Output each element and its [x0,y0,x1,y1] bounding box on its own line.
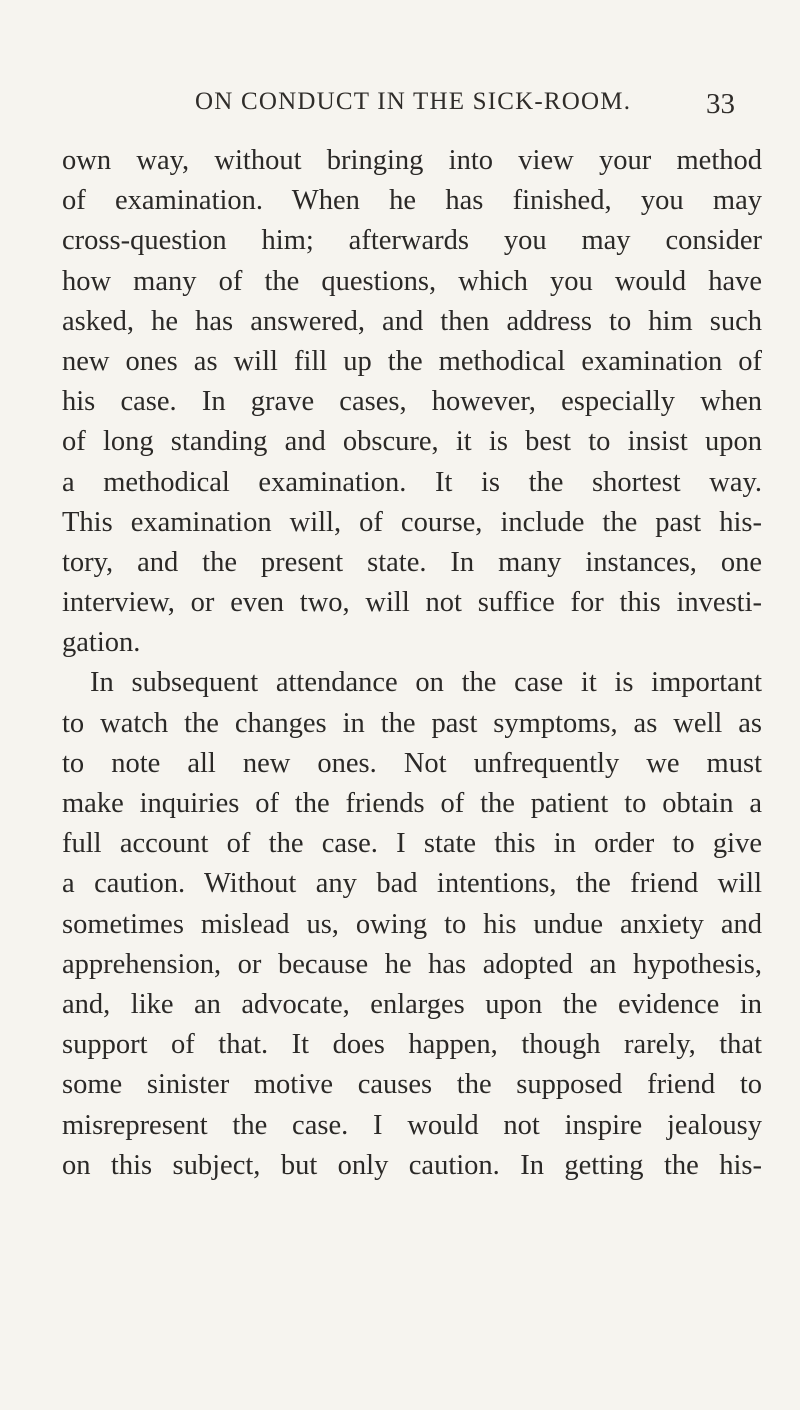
text-line: cross-question him; afterwards you may consider [62,225,762,257]
text-line: full account of the case. I state this in order to give [62,828,762,860]
text-line: to note all new ones. Not unfrequently we must [62,747,762,779]
text-line: of examination. When he has finished, you may [62,185,762,217]
text-line: some sinister motive causes the supposed friend to [62,1069,762,1101]
text-line: gation. [62,627,141,659]
text-line: on this subject, but only caution. In getting the his- [62,1149,762,1181]
text-line: a caution. Without any bad intentions, the friend will [62,868,762,900]
body-text [62,141,762,1186]
page-number: 33 [706,88,735,120]
text-line: tory, and the present state. In many instances, one [62,546,762,578]
text-line: a methodical examination. It is the shortest way. [62,466,762,498]
text-line: This examination will, of course, include the past his- [62,506,762,538]
text-line: new ones as will fill up the methodical examination of [62,345,762,377]
text-line: asked, he has answered, and then address to him such [62,305,762,337]
text-line: to watch the changes in the past symptoms, as well as [62,707,762,739]
text-line: own way, without bringing into view your method [62,145,762,176]
text-line: sometimes mislead us, owing to his undue anxiety and [62,908,762,940]
text-line: how many of the questions, which you would have [62,265,762,297]
text-line: apprehension, or because he has adopted an hypothesis, [62,948,762,980]
text-line: misrepresent the case. I would not inspire jealousy [62,1109,762,1141]
text-line: make inquiries of the friends of the patient to obtain a [62,788,762,819]
text-line: his case. In grave cases, however, especially when [62,386,762,418]
paragraph-first-line [62,663,762,703]
text-line: support of that. It does happen, though rarely, that [62,1029,762,1061]
text-line: In subsequent attendance on the case it is important [90,667,762,699]
text-line: interview, or even two, will not suffice for this investi- [62,587,762,619]
text-line: of long standing and obscure, it is best to insist upon [62,426,762,458]
text-line: and, like an advocate, enlarges upon the evidence in [62,988,762,1020]
running-title: ON CONDUCT IN THE SICK-ROOM. [195,88,632,115]
running-header [195,88,735,128]
